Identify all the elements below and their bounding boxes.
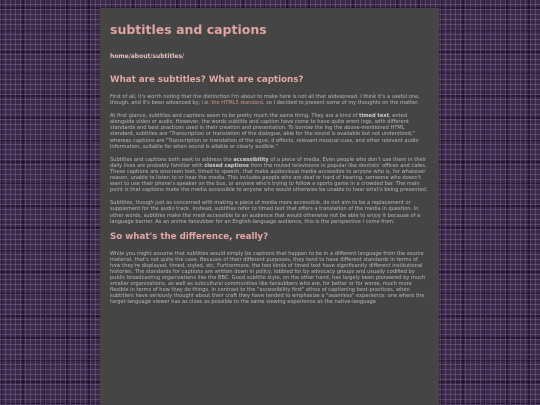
breadcrumb-separator: /	[150, 53, 153, 60]
page-title: subtitles and captions	[110, 22, 267, 37]
breadcrumb-separator: /	[182, 53, 185, 60]
paragraph-text: of a piece of media. Even people who don't use them in their daily lives are probably familiar with	[110, 156, 427, 169]
paragraph-text: While you might assume that subtitles would simply be captions that happen to be in a different language from the source material, that's not quite the case. Because of their different purposes, they tend to have different standards in terms of how they're displayed, timed, styled, etc. Furthermore, the two kinds of timed text have significantly different institutional histories. The standards for captions are written down in policy, lobbied for by advocacy groups and usually codified by public broadcasting organizations like the BBC. Good subtitle style, on the other hand, has largely been pioneered by much smaller organizations, as well as subcultural communities like fansubbers who are, for better or for worse, much more flexible in terms of how they do things. In contrast to the "accessibility first" ethos of captioning best-practices, when subtitlers have seriously thought about their craft they have tended to emphasize a "seamless" experience: one where the target-language viewer has as close as possible to the same viewing experience as the native-language	[110, 250, 426, 306]
bold-term: accessibility	[233, 156, 269, 163]
breadcrumb-separator: /	[128, 53, 131, 60]
breadcrumb-home-link[interactable]: home	[110, 53, 129, 60]
paragraph-text: , so I decided to present some of my thoughts on the matter.	[262, 100, 419, 107]
html5-standard-link[interactable]: the HTML5 standard	[211, 100, 263, 107]
breadcrumb-subtitles-link[interactable]: subtitles	[152, 53, 183, 60]
paragraph-text: First of all, it's worth noting that the distinction I'm about to make here is not all that widespread. I think it's a useful one, though, and it's been advanced by, i.e.	[110, 94, 420, 107]
breadcrumb-about-link[interactable]: about	[130, 53, 151, 60]
breadcrumb	[110, 53, 429, 60]
content-panel	[100, 8, 439, 405]
paragraph-text: Subtitles, though just as concerned with making a piece of media more accessible, do not aim to be a replacement or supplement for the audio track. Instead, subtitles refer to timed text that offers a translation of the media in question. In other words, subtitles make the medi accessible to an audience that would otherwise not be able to enjoy it because of a language barrier. As an anime fansubber for an English-language audience, this is the perspective I come from.	[110, 200, 421, 225]
paragraph	[110, 94, 429, 106]
section-heading: So what's the difference, really?	[110, 231, 269, 242]
paragraph-text: , ented alongside video or audio. However, the words subtitle and caption have come to have quite erent ings, with different standards and best practices used in their creation and presentation. To borrow the ing the above-mentioned HTML standard, subtitles are "Transcription or translation of the dialogue, able for the sound is available but not understood," whereas captions are "Transcription or translation of the ogue, d effects, relevant musical cues, and other relevant audio information, suitable for when sound is ailable or clearly audible."	[110, 113, 419, 150]
paragraph-text: At first glance, subtitles and captions seem to be pretty much the same thing. They are a kind of	[110, 113, 360, 120]
bold-term: closed captions	[204, 162, 249, 169]
paragraph	[110, 157, 429, 194]
paragraph	[110, 251, 429, 306]
paragraph-text: from the muted televisions in popular like dentists' offices and cafes. These captions are onscreen text, timed to speech, that make audiovisual media accessible to anyone who is, for whatever reason, unable to listen to or hear the media. This includes people who are deaf or hard of hearing, someone who doesn't want to use their phone's speaker on the bus, or anyone who's trying to follow a sports game in a crowded bar. The main point is that captions make the media accessible to anyone who would otherwise be unable to hear what's being presented.	[110, 162, 428, 194]
paragraph	[110, 113, 429, 150]
paragraph	[110, 200, 429, 224]
paragraph-text: Subtitles and captions both seek to address the	[110, 156, 234, 163]
bold-term: timed text	[359, 113, 390, 120]
section-heading: What are subtitles? What are captions?	[110, 75, 304, 85]
